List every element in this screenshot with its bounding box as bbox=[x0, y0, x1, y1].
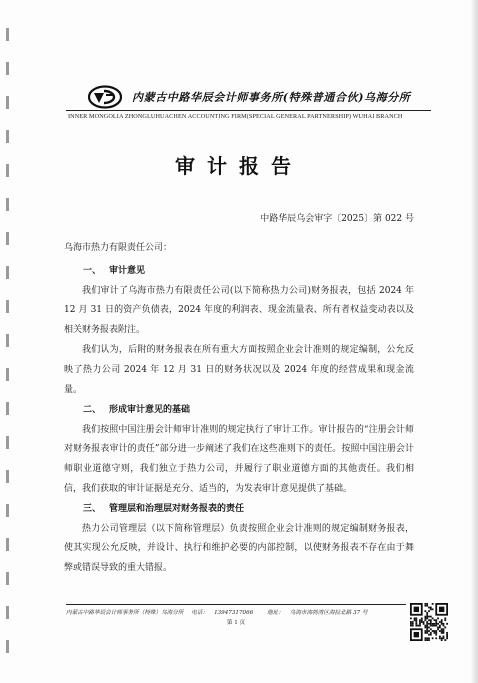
section-heading: 三、 管理层和治理层对财务报表的责任 bbox=[83, 504, 245, 515]
binding-mark bbox=[6, 300, 9, 313]
binding-mark bbox=[6, 572, 9, 585]
binding-mark bbox=[6, 470, 9, 483]
addressee: 乌海市热力有限责任公司： bbox=[64, 243, 173, 253]
binding-mark bbox=[6, 538, 9, 551]
firm-name-english: INNER MONGOLIA ZHONGLUHUACHEN ACCOUNTING FIRM(SPECIAL GENERAL PARTNERSHIP) WUHAI BRANCH bbox=[68, 113, 403, 120]
footer-rule bbox=[66, 604, 406, 605]
binding-mark bbox=[6, 28, 9, 41]
binding-mark bbox=[6, 232, 9, 245]
binding-marks bbox=[6, 28, 11, 668]
letterhead-rule bbox=[66, 110, 431, 111]
footer-address: 地址： 乌海市海勃湾区海拉北路 37 号 bbox=[267, 610, 368, 616]
paragraph: 我们认为，后附的财务报表在所有重大方面按照企业会计准则的规定编制，公允反映了热力公司 2024 年 12 月 31 日的财务状况以及 2024 年度的经营成果和现金流量。 bbox=[64, 345, 414, 395]
paragraph: 我们审计了乌海市热力有限责任公司(以下简称热力公司)财务报表，包括 2024 年 12 月 31 日的资产负债表，2024 年度的利润表、现金流量表、所有者权益变动表以及相关财务报表附注。 bbox=[64, 285, 414, 335]
page-number: 第 1 页 bbox=[226, 620, 246, 626]
report-body bbox=[64, 262, 414, 580]
page-footer bbox=[66, 604, 406, 626]
binding-mark bbox=[6, 368, 9, 381]
section-1 bbox=[64, 262, 414, 400]
binding-mark bbox=[6, 436, 9, 449]
binding-mark bbox=[6, 130, 9, 143]
binding-mark bbox=[6, 334, 9, 347]
binding-mark bbox=[6, 606, 9, 619]
paragraph: 热力公司管理层（以下简称管理层）负责按照企业会计准则的规定编制财务报表，使其实现公允反映，并设计、执行和维护必要的内部控制，以使财务报表不存在由于舞弊或错误导致的重大错报。 bbox=[64, 523, 414, 573]
qr-code-icon bbox=[410, 603, 448, 641]
footer-contact bbox=[66, 608, 406, 616]
paragraph: 我们按照中国注册会计师审计准则的规定执行了审计工作。审计报告的“注册会计师对财务报表审计的责任”部分进一步阐述了我们在这些准则下的责任。按照中国注册会计师职业道德守则，我们独立于热力公司，并履行了职业道德方面的其他责任。我们相信，我们获取的审计证据是充分、适当的，为发表审计意见提供了基础。 bbox=[64, 424, 414, 494]
binding-mark bbox=[6, 640, 9, 653]
letterhead bbox=[66, 83, 431, 123]
binding-mark bbox=[6, 402, 9, 415]
footer-phone: 电话： 13947317066 bbox=[191, 610, 254, 616]
binding-mark bbox=[6, 504, 9, 517]
firm-logo-icon bbox=[88, 85, 122, 109]
binding-mark bbox=[6, 198, 9, 211]
binding-mark bbox=[6, 266, 9, 279]
document-number: 中路华辰乌会审字〔2025〕第 022 号 bbox=[260, 214, 414, 224]
report-title: 审计报告 bbox=[175, 154, 303, 178]
section-3 bbox=[64, 500, 414, 578]
page-edge-shadow bbox=[470, 0, 478, 683]
binding-mark bbox=[6, 62, 9, 75]
section-heading: 一、 审计意见 bbox=[83, 266, 146, 276]
section-heading: 二、 形成审计意见的基础 bbox=[83, 405, 191, 416]
footer-firm: 内蒙古中路华辰会计师事务所（特殊）乌海分所 bbox=[66, 610, 184, 616]
binding-mark bbox=[6, 96, 9, 109]
section-2 bbox=[64, 401, 414, 499]
firm-name-chinese: 内蒙古中路华辰会计师事务所(特殊普通合伙)乌海分所 bbox=[132, 91, 411, 104]
